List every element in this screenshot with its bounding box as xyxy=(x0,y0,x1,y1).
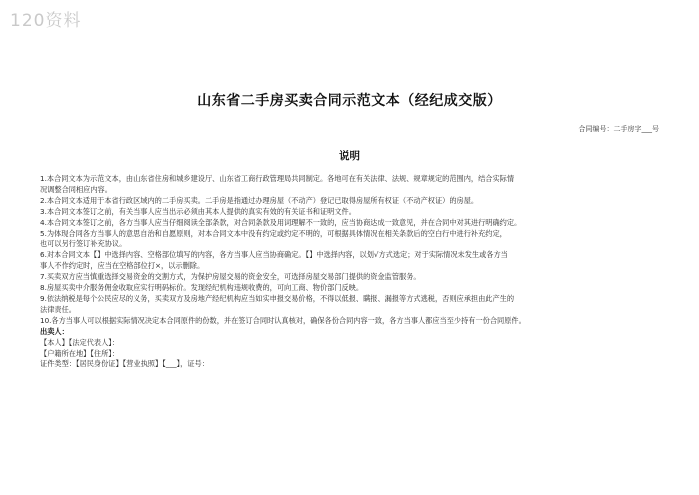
note-line: 也可以另行签订补充协议。 xyxy=(40,239,127,249)
note-line: 3.本合同文本签订之前，有关当事人应当出示必须由其本人提供的真实有效的有关证书和证明文件。 xyxy=(40,206,356,216)
note-line: 4.本合同文本签订之前，各方当事人应当仔细阅读全部条款，对合同条款及用词理解不一致的，应当协商达成一致意见，并在合同中对其进行明确约定。 xyxy=(40,217,522,227)
note-line: 7.买卖双方应当慎重选择交易资金的交割方式，为保护房屋交易的资金安全，可选择房屋交易部门提供的资金监管服务。 xyxy=(40,272,421,282)
note-line: 事人不作约定时，应当在空格部位打×，以示删除。 xyxy=(40,261,205,271)
note-line: 况调整合同相应内容。 xyxy=(40,184,112,194)
watermark-text: 120资料 xyxy=(10,11,82,31)
note-line: 1.本合同文本为示范文本，由山东省住房和城乡建设厅、山东省工商行政管理局共同制定。各地可在有关法律、法规、规章规定的范围内，结合实际情 xyxy=(40,174,515,183)
note-line: 10.各方当事人可以根据实际情况决定本合同原件的份数，并在签订合同时认真核对，确保各份合同内容一致，各方当事人都应当至少持有一份合同原件。 xyxy=(40,315,526,325)
seller-name-field: 【本人】【法定代表人】： xyxy=(40,337,120,347)
contract-number: 合同编号：二手房字___号 xyxy=(578,125,659,133)
note-line: 6.对本合同文本【】中选择内容、空格部位填写的内容，各方当事人应当协商确定。【】中选择内容，以划√方式选定；对于实际情况未发生或各方当 xyxy=(40,250,508,260)
section-heading-notes: 说明 xyxy=(339,150,360,162)
document-title: 山东省二手房买卖合同示范文本（经纪成交版） xyxy=(197,93,502,109)
contract-document xyxy=(40,90,659,370)
note-line: 法律责任。 xyxy=(40,304,76,314)
note-line: 2.本合同文本适用于本省行政区域内的二手房买卖。二手房是指通过办理房屋（不动产）登记已取得房屋所有权证（不动产权证）的房屋。 xyxy=(40,195,479,205)
notes-body xyxy=(40,174,659,370)
seller-id-type-field: 证件类型：【居民身份证】【营业执照】【___】，证号： xyxy=(40,359,209,369)
note-line: 9.依法纳税是每个公民应尽的义务，买卖双方及房地产经纪机构应当如实申报交易价格，不得以低报、瞒报、漏报等方式逃税，否则应承担由此产生的 xyxy=(40,293,515,303)
note-line: 8.房屋买卖中介服务佣金收取应实行明码标价。发现经纪机构违规收费的，可向工商、物价部门反映。 xyxy=(40,283,364,293)
seller-address-field: 【户籍所在地】【住所】： xyxy=(40,348,120,358)
seller-label: 出卖人： xyxy=(40,326,69,336)
note-line: 5.为体现合同各方当事人的意思自治和自愿原则，对本合同文本中没有约定或约定不明的，可根据具体情况在相关条款后的空白行中进行补充约定， xyxy=(40,228,507,238)
